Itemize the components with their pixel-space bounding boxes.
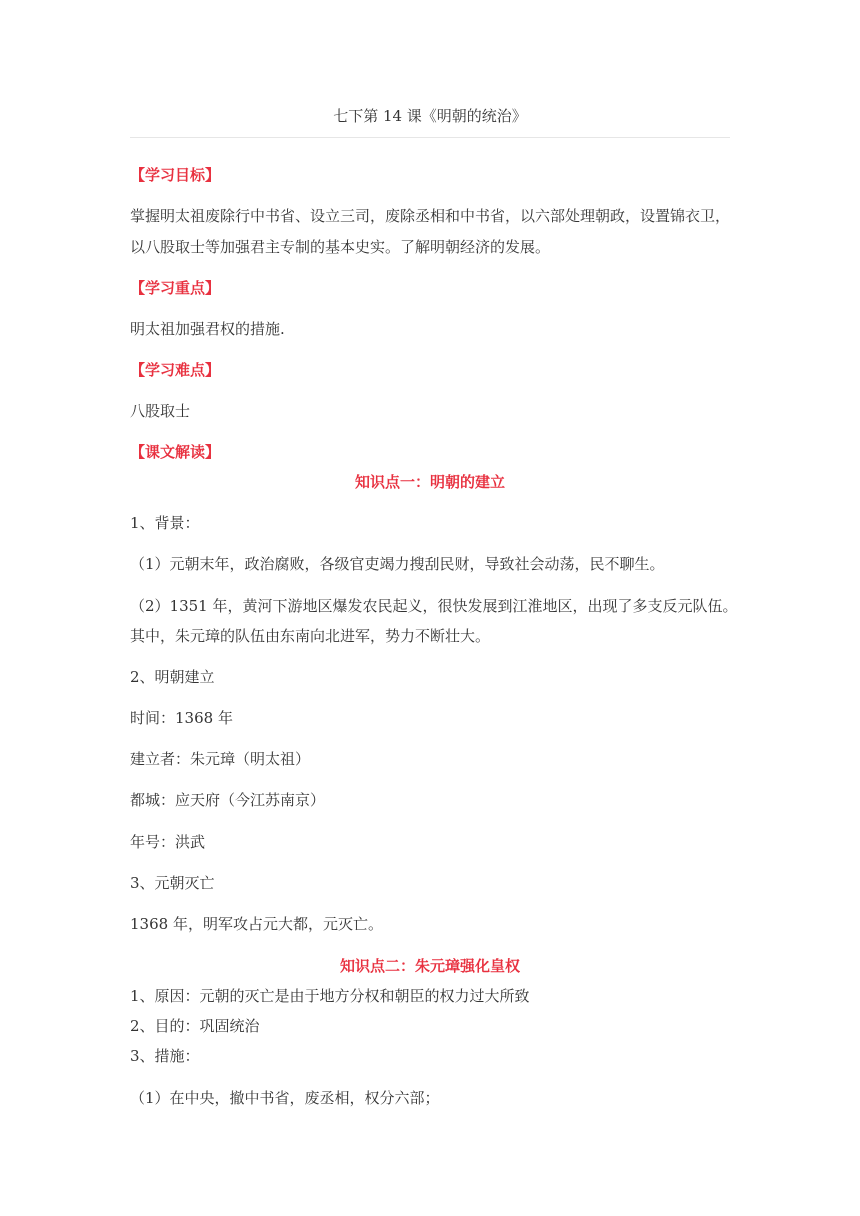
founding-capital: 都城：应天府（今江苏南京）	[130, 791, 326, 809]
purpose-text: 2、目的：巩固统治	[130, 1017, 260, 1035]
objectives-heading: 【学习目标】	[130, 166, 221, 184]
page-title: 七下第 14 课《明朝的统治》	[333, 107, 527, 125]
keypoints-text: 明太祖加强君权的措施.	[130, 320, 285, 338]
difficulties-heading: 【学习难点】	[130, 361, 221, 379]
fall-text: 1368 年，明军攻占元大都，元灭亡。	[130, 915, 383, 933]
founding-era: 年号：洪武	[130, 833, 206, 851]
background-item-2-line-2: 其中，朱元璋的队伍由东南向北进军，势力不断壮大。	[130, 627, 491, 645]
founding-founder: 建立者：朱元璋（明太祖）	[130, 750, 311, 768]
fall-label: 3、元朝灭亡	[130, 874, 215, 892]
knowledge-point-2-heading: 知识点二：朱元璋强化皇权	[339, 957, 520, 975]
measures-label: 3、措施：	[130, 1047, 200, 1065]
objectives-line-1: 掌握明太祖废除行中书省、设立三司，废除丞相和中书省，以六部处理朝政，设置锦衣卫，	[130, 207, 731, 225]
keypoints-heading: 【学习重点】	[130, 279, 221, 297]
title-divider	[130, 137, 730, 138]
reason-text: 1、原因：元朝的灭亡是由于地方分权和朝臣的权力过大所致	[130, 987, 530, 1005]
difficulties-text: 八股取士	[130, 402, 191, 420]
measure-item-1: （1）在中央，撤中书省，废丞相，权分六部；	[130, 1089, 440, 1107]
reading-heading: 【课文解读】	[130, 443, 221, 461]
objectives-line-2: 以八股取士等加强君主专制的基本史实。了解明朝经济的发展。	[130, 238, 551, 256]
background-label: 1、背景：	[130, 514, 200, 532]
knowledge-point-1-heading: 知识点一：明朝的建立	[354, 473, 505, 491]
background-item-1: （1）元朝末年，政治腐败，各级官吏竭力搜刮民财，导致社会动荡，民不聊生。	[130, 555, 665, 573]
founding-time: 时间：1368 年	[130, 709, 233, 727]
background-item-2-line-1: （2）1351 年，黄河下游地区爆发农民起义，很快发展到江淮地区，出现了多支反元队伍。	[130, 597, 738, 615]
founding-label: 2、明朝建立	[130, 668, 215, 686]
